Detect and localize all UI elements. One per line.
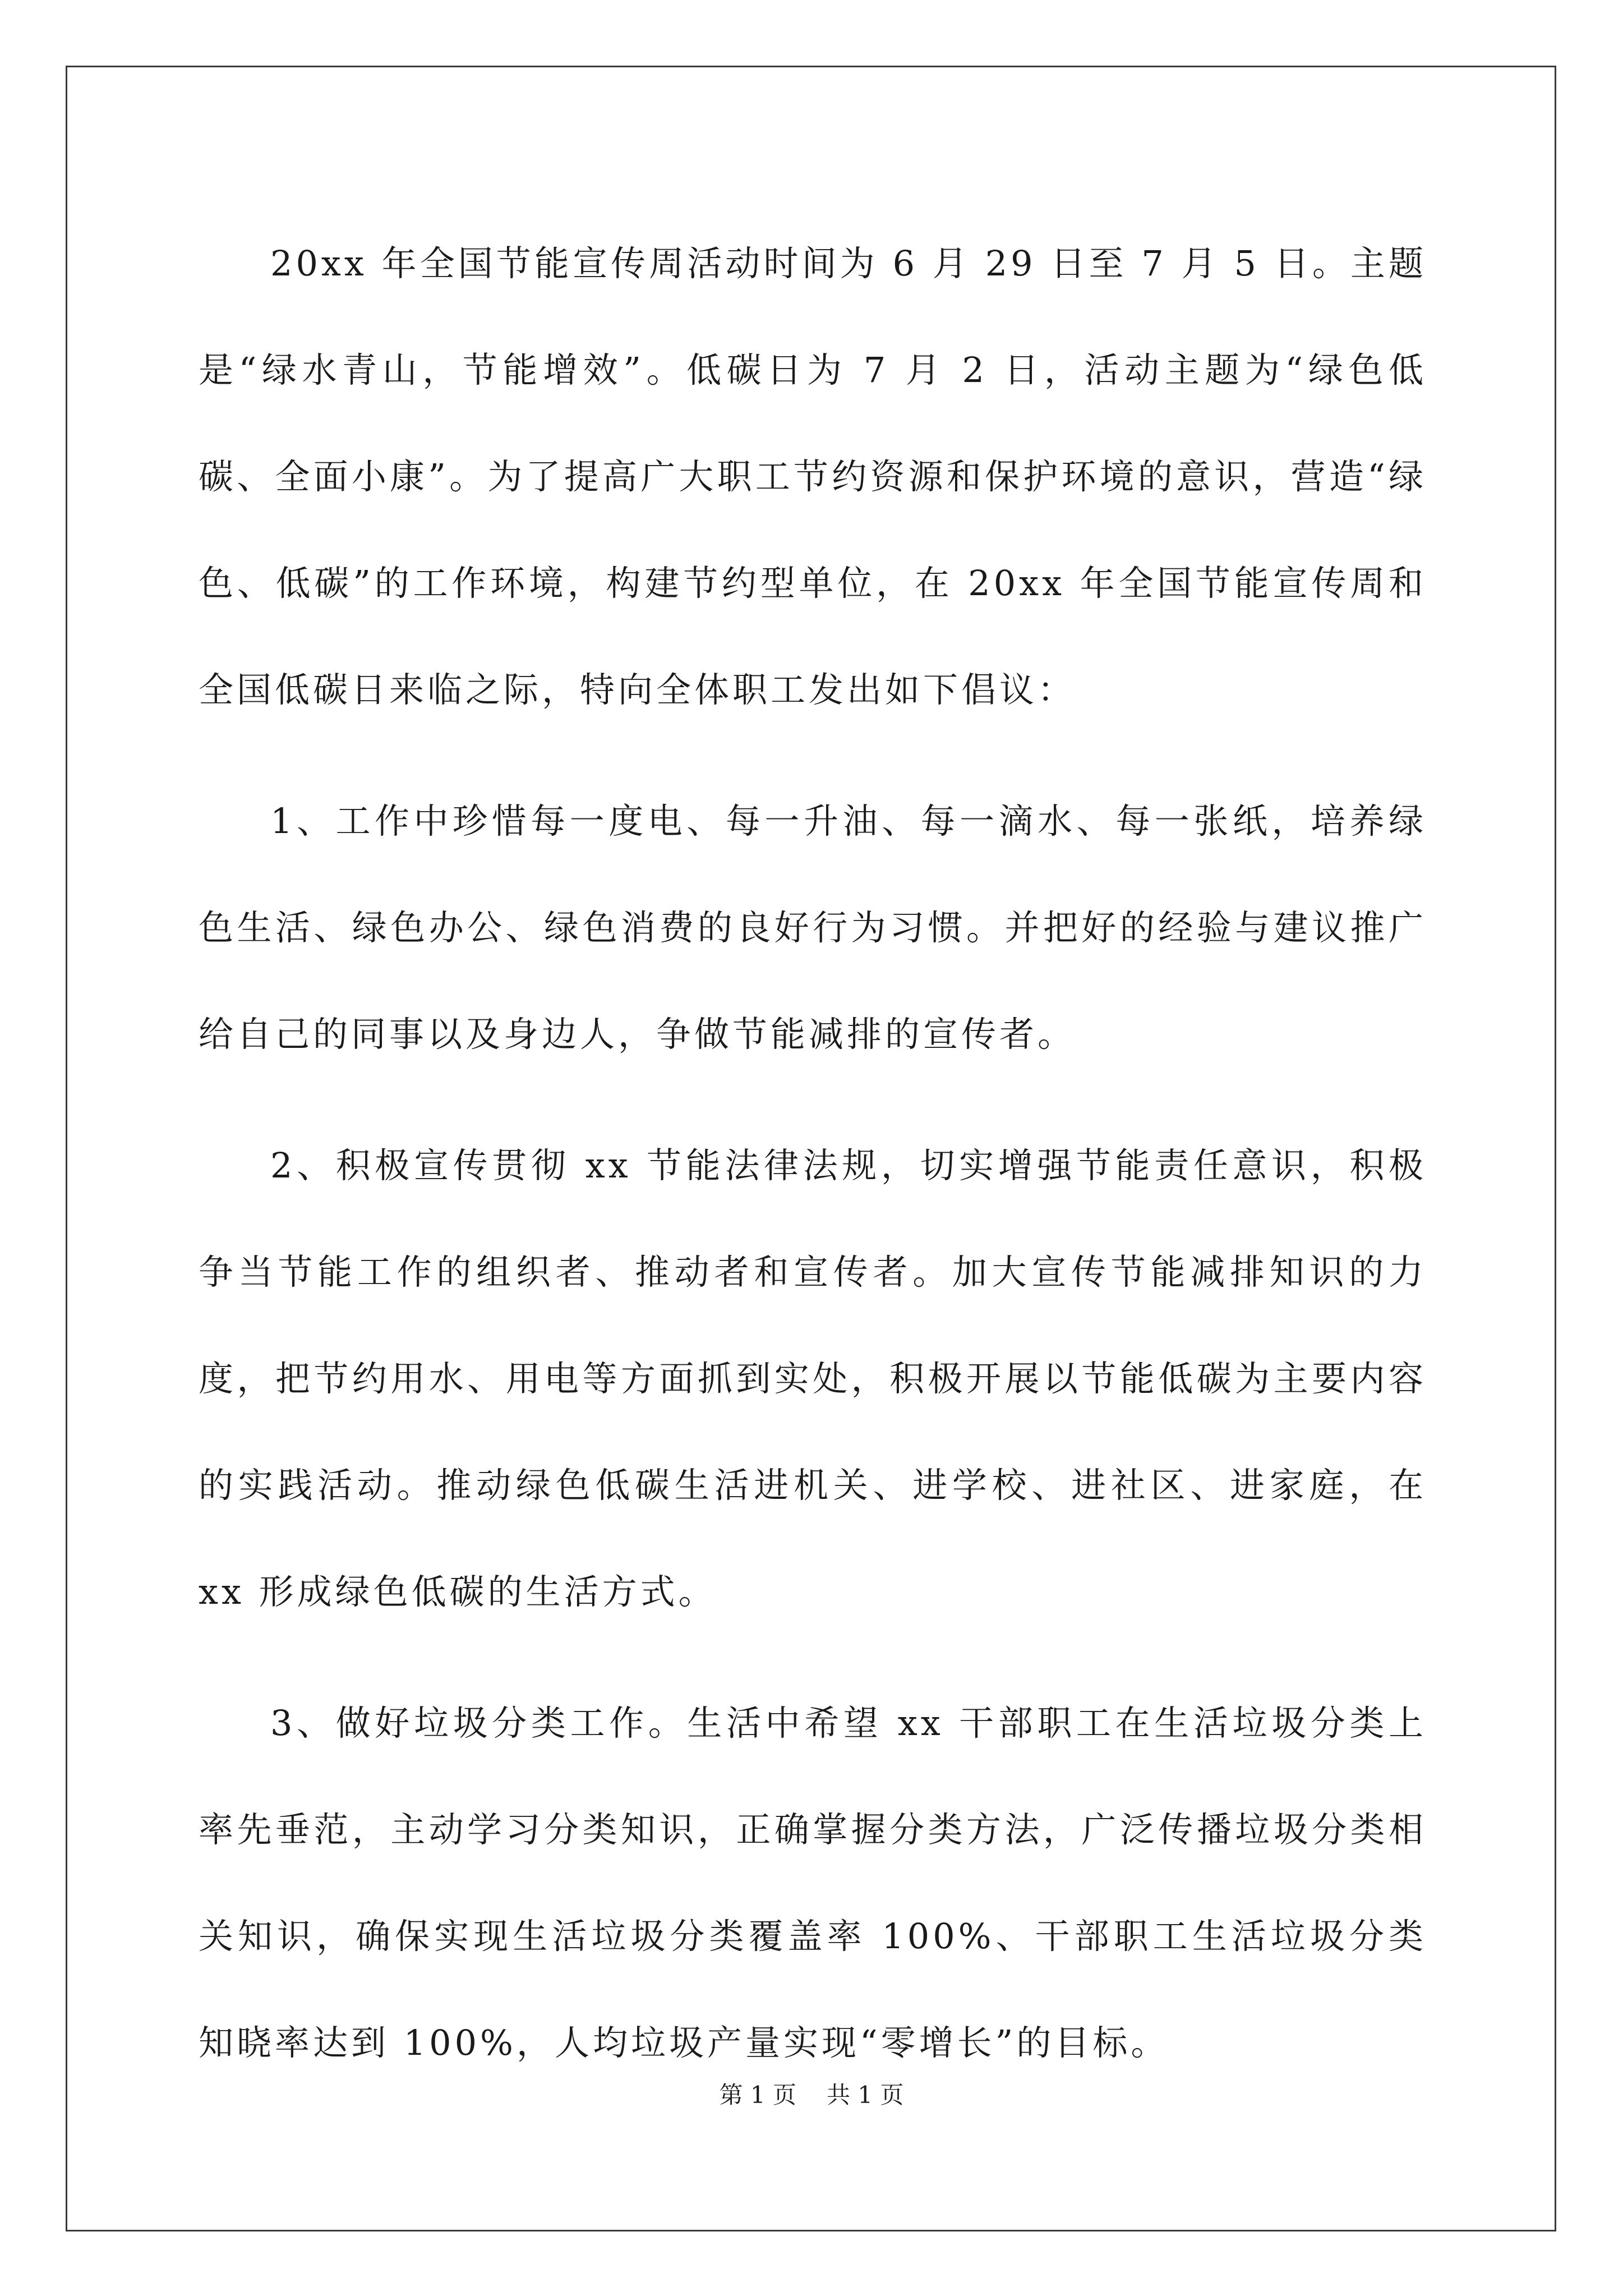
paragraph-intro: 20xx 年全国节能宣传周活动时间为 6 月 29 日至 7 月 5 日。主题是“绿水青山，节能增效”。低碳日为 7 月 2 日，活动主题为“绿色低碳、全面小康”。为了提高广大职工节约资源和保护环境的意识，营造“绿色、低碳”的工作环境，构建节约型单位，在 20xx 年全国节能宣传周和全国低碳日来临之际，特向全体职工发出如下倡议： [199,243,1427,710]
page-number: 第 1 页 [719,2081,796,2109]
paragraph-item-1: 1、工作中珍惜每一度电、每一升油、每一滴水、每一张纸，培养绿色生活、绿色办公、绿色消费的良好行为习惯。并把好的经验与建议推广给自己的同事以及身边人，争做节能减排的宣传者。 [199,800,1427,1055]
page-total: 共 1 页 [827,2081,904,2109]
page-footer [0,2078,1623,2112]
paragraph-item-3: 3、做好垃圾分类工作。生活中希望 xx 干部职工在生活垃圾分类上率先垂范，主动学习分类知识，正确掌握分类方法，广泛传播垃圾分类相关知识，确保实现生活垃圾分类覆盖率 100%、干部职工生活垃圾分类知晓率达到 100%，人均垃圾产量实现“零增长”的目标。 [199,1703,1427,2063]
paragraph-item-2: 2、积极宣传贯彻 xx 节能法律法规，切实增强节能责任意识，积极争当节能工作的组织者、推动者和宣传者。加大宣传节能减排知识的力度，把节约用水、用电等方面抓到实处，积极开展以节能低碳为主要内容的实践活动。推动绿色低碳生活进机关、进学校、进社区、进家庭，在 xx 形成绿色低碳的生活方式。 [199,1145,1427,1612]
document-body [199,210,1427,2121]
